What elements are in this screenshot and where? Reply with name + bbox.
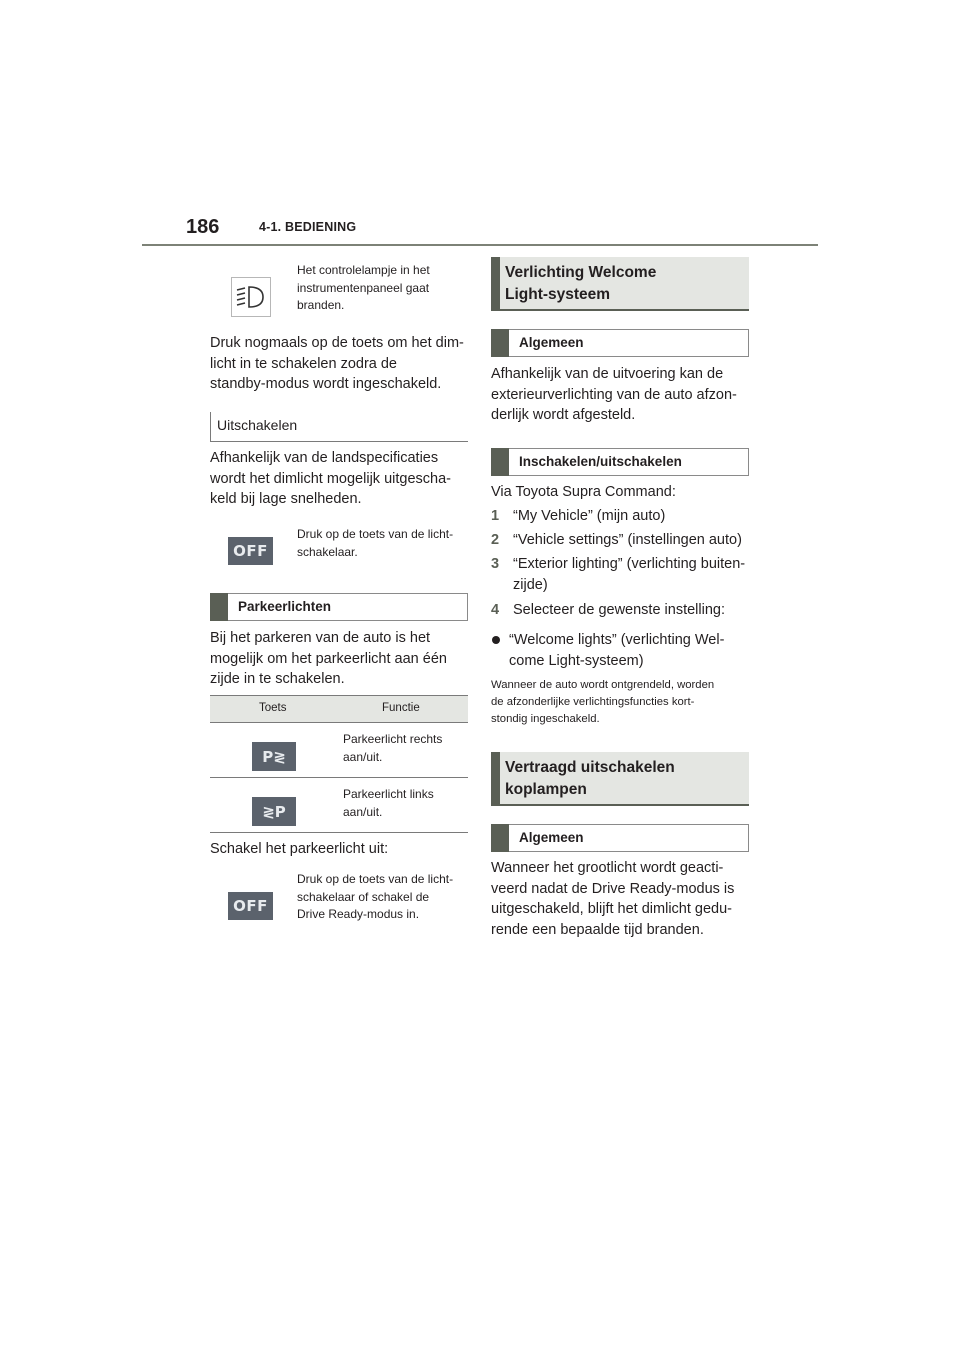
page-number: 186	[186, 216, 220, 238]
parking-right-button-icon: P≷	[252, 742, 296, 771]
paragraph-uit: Schakel het parkeerlicht uit:	[210, 841, 389, 857]
inschakelen-heading: Inschakelen/uitschakelen	[491, 448, 749, 476]
algemeen-heading-2: Algemeen	[491, 824, 749, 852]
section-title: 4-1. BEDIENING	[259, 220, 357, 234]
via-text: Via Toyota Supra Command:	[491, 484, 676, 500]
table-header-functie: Functie	[382, 702, 420, 714]
parkeerlichten-heading: Parkeerlichten	[210, 593, 468, 621]
paragraph-grootlicht: Wanneer het grootlicht wordt geacti- veerd nadat de Drive Ready-modus is uitgeschakeld, blijft het dimlicht gedu- rende een bepaalde tijd branden.	[491, 860, 735, 938]
paragraph-parkeren: Bij het parkeren van de auto is het mogelijk om het parkeerlicht aan één zijde in te schakelen.	[210, 630, 447, 687]
note-text: Wanneer de auto wordt ontgrendeld, worden de afzonderlijke verlichtingsfuncties kort- stondig ingeschakeld.	[491, 679, 715, 725]
table-bottom-rule	[210, 832, 468, 833]
table-header-toets: Toets	[259, 702, 287, 714]
table-row: Parkeerlicht links aan/uit.	[343, 787, 434, 819]
indicator-note: Het controlelampje in het instrumentenpaneel gaat branden.	[297, 263, 430, 312]
uitschakelen-heading: Uitschakelen	[217, 417, 298, 433]
off-note-1: Druk op de toets van de licht- schakelaar.	[297, 527, 454, 559]
uitschakelen-rule	[210, 441, 468, 442]
heading-welcome-light: Verlichting Welcome Light-systeem	[491, 257, 749, 309]
off-button-icon: OFF	[228, 892, 273, 920]
paragraph-dimlicht: Druk nogmaals op de toets om het dim- licht in te schakelen zodra de standby-modus wordt ingeschakeld.	[210, 335, 464, 392]
paragraph-exterieur: Afhankelijk van de uitvoering kan de exterieurverlichting van de auto afzon- derlijk wordt afgesteld.	[491, 366, 737, 423]
table-header-rule	[210, 722, 468, 723]
bullet-icon	[492, 636, 500, 644]
heading-vertraagd: Vertraagd uitschakelen koplampen	[491, 752, 749, 804]
table-row: Parkeerlicht rechts aan/uit.	[343, 732, 443, 764]
parking-left-button-icon: ≷P	[252, 797, 296, 826]
steps-list	[491, 506, 753, 624]
algemeen-heading-1: Algemeen	[491, 329, 749, 357]
paragraph-landspecificaties: Afhankelijk van de landspecificaties wordt het dimlicht mogelijk uitgescha- keld bij lage snelheden.	[210, 450, 451, 507]
header-rule	[142, 244, 818, 246]
off-button-icon: OFF	[228, 537, 273, 565]
off-note-2: Druk op de toets van de licht- schakelaar of schakel de Drive Ready-modus in.	[297, 872, 454, 921]
bullet-item: “Welcome lights” (verlichting Wel- come Light-systeem)	[491, 630, 753, 671]
uitschakelen-rule-vertical	[210, 412, 211, 442]
list-item: 1 “My Vehicle” (mijn auto)	[491, 508, 666, 524]
table-row-rule	[210, 777, 468, 778]
table-header	[210, 696, 468, 722]
list-item: 4 Selecteer de gewenste instelling:	[491, 602, 725, 618]
list-item: 2 “Vehicle settings” (instellingen auto)	[491, 532, 742, 548]
list-item: 3 “Exterior lighting” (verlichting buiten- zijde)	[491, 556, 746, 593]
low-beam-indicator-icon	[231, 277, 271, 317]
